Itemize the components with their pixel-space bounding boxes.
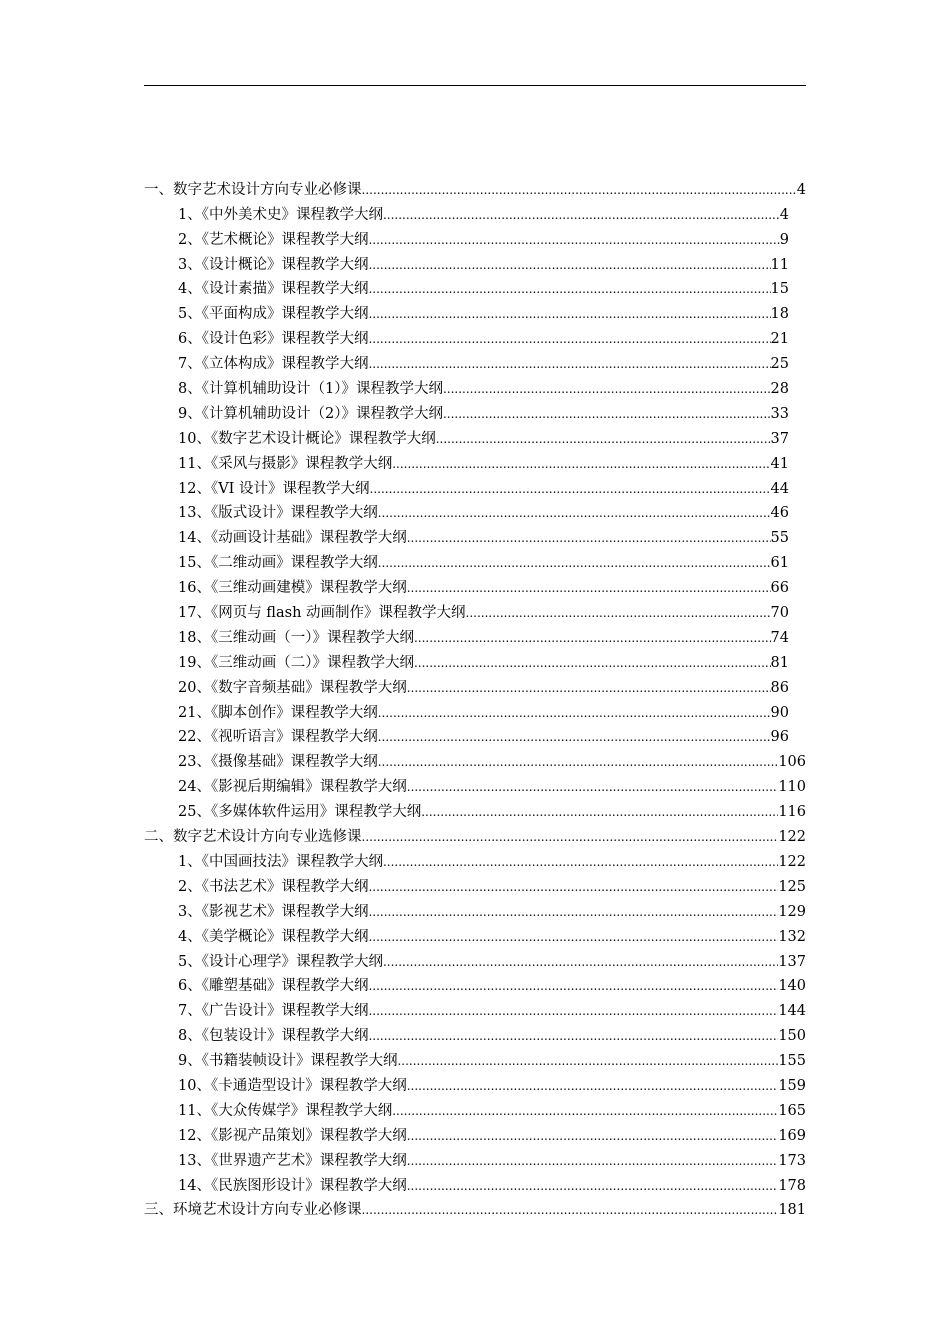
toc-page-number: 150 [778, 1028, 806, 1045]
toc-dot-leader [368, 928, 778, 946]
toc-section-entry[interactable] [144, 174, 806, 199]
header-rule [144, 85, 806, 86]
toc-section-entry[interactable] [144, 821, 806, 846]
toc-dot-leader [407, 1152, 779, 1170]
toc-page-number: 140 [778, 978, 806, 995]
toc-dot-leader [368, 305, 770, 323]
toc-page-number: 122 [778, 853, 806, 870]
toc-dot-leader [378, 504, 771, 522]
toc-dot-leader [368, 330, 770, 348]
toc-dot-leader [421, 803, 778, 821]
toc-entry[interactable] [144, 1020, 806, 1045]
toc-entry-title: 8、《计算机辅助设计（1）》课程教学大纲 [178, 381, 443, 398]
toc-dot-leader [414, 654, 771, 672]
toc-entry-title: 14、《民族图形设计》课程教学大纲 [178, 1177, 407, 1194]
toc-entry-title: 1、《中国画技法》课程教学大纲 [178, 853, 383, 870]
toc-dot-leader [368, 256, 770, 274]
toc-page-number: 66 [770, 580, 789, 597]
toc-entry[interactable] [144, 224, 806, 249]
toc-entry-title: 9、《书籍装帧设计》课程教学大纲 [178, 1053, 398, 1070]
toc-entry-title: 4、《设计素描》课程教学大纲 [178, 281, 369, 298]
toc-entry-title: 12、《影视产品策划》课程教学大纲 [178, 1127, 407, 1144]
toc-entry-title: 7、《广告设计》课程教学大纲 [178, 1003, 369, 1020]
toc-entry-title: 11、《大众传媒学》课程教学大纲 [178, 1102, 393, 1119]
toc-entry[interactable] [144, 746, 806, 771]
toc-dot-leader [383, 953, 778, 971]
toc-page-number: 81 [770, 654, 789, 671]
toc-page-number: 86 [770, 679, 789, 696]
toc-dot-leader [368, 977, 778, 995]
toc-page-number: 137 [778, 953, 806, 970]
toc-entry[interactable] [144, 199, 806, 224]
toc-entry[interactable] [144, 423, 806, 448]
toc-page-number: 116 [778, 804, 806, 821]
toc-page-number: 55 [770, 530, 789, 547]
toc-page-number: 173 [778, 1152, 806, 1169]
toc-page-number: 169 [778, 1127, 806, 1144]
toc-page-number: 110 [778, 779, 806, 796]
toc-dot-leader [378, 753, 779, 771]
toc-page-number: 129 [778, 903, 806, 920]
toc-entry-title: 3、《影视艺术》课程教学大纲 [178, 903, 369, 920]
toc-entry-title: 13、《世界遗产艺术》课程教学大纲 [178, 1152, 407, 1169]
toc-page-number: 41 [770, 455, 789, 472]
toc-dot-leader [362, 1201, 779, 1219]
toc-entry-title: 15、《二维动画》课程教学大纲 [178, 555, 378, 572]
toc-page-number: 96 [770, 729, 789, 746]
toc-page-number: 28 [770, 381, 789, 398]
toc-entry[interactable] [144, 921, 806, 946]
toc-page-number: 61 [770, 555, 789, 572]
toc-entry-title: 17、《网页与 flash 动画制作》课程教学大纲 [178, 605, 466, 622]
toc-entry-title: 4、《美学概论》课程教学大纲 [178, 928, 369, 945]
toc-entry-title: 22、《视听语言》课程教学大纲 [178, 729, 378, 746]
toc-entry-title: 21、《脚本创作》课程教学大纲 [178, 704, 378, 721]
toc-page-number: 46 [770, 505, 789, 522]
toc-dot-leader [397, 1052, 778, 1070]
toc-entry[interactable] [144, 995, 806, 1020]
toc-entry[interactable] [144, 946, 806, 971]
toc-entry[interactable] [144, 249, 806, 274]
toc-entry-title: 2、《书法艺术》课程教学大纲 [178, 878, 369, 895]
toc-page-number: 159 [778, 1077, 806, 1094]
toc-entry[interactable] [144, 622, 806, 647]
toc-entry-title: 3、《设计概论》课程教学大纲 [178, 256, 369, 273]
toc-dot-leader [368, 903, 778, 921]
toc-dot-leader [378, 704, 771, 722]
toc-dot-leader [407, 778, 779, 796]
toc-entry[interactable] [144, 274, 806, 299]
toc-page-number: 11 [770, 256, 789, 273]
toc-dot-leader [368, 280, 770, 298]
toc-entry[interactable] [144, 846, 806, 871]
toc-entry-title: 6、《设计色彩》课程教学大纲 [178, 331, 369, 348]
toc-dot-leader [392, 1102, 778, 1120]
toc-page-number: 165 [778, 1102, 806, 1119]
toc-dot-leader [368, 355, 770, 373]
toc-entry-title: 16、《三维动画建模》课程教学大纲 [178, 580, 407, 597]
toc-entry[interactable] [144, 1170, 806, 1195]
toc-dot-leader [368, 878, 778, 896]
toc-entry-title: 一、数字艺术设计方向专业必修课 [144, 181, 362, 198]
toc-page-number: 9 [779, 231, 789, 248]
toc-entry[interactable] [144, 647, 806, 672]
toc-dot-leader [368, 1002, 778, 1020]
toc-entry-title: 25、《多媒体软件运用》课程教学大纲 [178, 804, 422, 821]
toc-entry-title: 23、《摄像基础》课程教学大纲 [178, 754, 378, 771]
toc-page-number: 18 [770, 306, 789, 323]
toc-page-number: 15 [770, 281, 789, 298]
toc-entry[interactable] [144, 871, 806, 896]
toc-dot-leader [407, 1177, 779, 1195]
toc-page-number: 106 [778, 754, 806, 771]
toc-entry-title: 1、《中外美术史》课程教学大纲 [178, 206, 383, 223]
toc-entry[interactable] [144, 298, 806, 323]
toc-page-number: 4 [779, 206, 789, 223]
toc-entry-title: 19、《三维动画（二）》课程教学大纲 [178, 654, 414, 671]
toc-entry-title: 三、环境艺术设计方向专业必修课 [144, 1202, 362, 1219]
toc-dot-leader [368, 1027, 778, 1045]
toc-entry-title: 24、《影视后期编辑》课程教学大纲 [178, 779, 407, 796]
toc-entry-title: 二、数字艺术设计方向专业选修课 [144, 829, 362, 846]
toc-entry[interactable] [144, 597, 806, 622]
toc-entry[interactable] [144, 672, 806, 697]
toc-page-number: 181 [778, 1202, 806, 1219]
toc-page-number: 4 [796, 181, 806, 198]
toc-page-number: 25 [770, 356, 789, 373]
toc-dot-leader [443, 405, 771, 423]
toc-page-number: 178 [778, 1177, 806, 1194]
toc-dot-leader [407, 1077, 779, 1095]
toc-entry-title: 6、《雕塑基础》课程教学大纲 [178, 978, 369, 995]
toc-page-number: 144 [778, 1003, 806, 1020]
toc-page-number: 70 [770, 605, 789, 622]
toc-entry-title: 20、《数字音频基础》课程教学大纲 [178, 679, 407, 696]
toc-page-number: 44 [770, 480, 789, 497]
toc-entry[interactable] [144, 522, 806, 547]
toc-entry-title: 9、《计算机辅助设计（2）》课程教学大纲 [178, 405, 443, 422]
toc-dot-leader [407, 579, 771, 597]
toc-entry-title: 5、《设计心理学》课程教学大纲 [178, 953, 383, 970]
toc-entry[interactable] [144, 697, 806, 722]
toc-dot-leader [407, 679, 771, 697]
toc-dot-leader [383, 206, 780, 224]
toc-entry[interactable] [144, 398, 806, 423]
toc-page-number: 122 [778, 829, 806, 846]
toc-dot-leader [368, 231, 779, 249]
toc-dot-leader [362, 181, 797, 199]
toc-page-number: 33 [770, 405, 789, 422]
toc-entry[interactable] [144, 1045, 806, 1070]
toc-entry[interactable] [144, 547, 806, 572]
toc-entry-title: 10、《卡通造型设计》课程教学大纲 [178, 1077, 407, 1094]
toc-entry-title: 18、《三维动画（一）》课程教学大纲 [178, 629, 414, 646]
toc-dot-leader [378, 554, 771, 572]
toc-entry-title: 5、《平面构成》课程教学大纲 [178, 306, 369, 323]
toc-section-entry[interactable] [144, 1195, 806, 1220]
toc-entry-title: 10、《数字艺术设计概论》课程教学大纲 [178, 430, 436, 447]
toc-entry[interactable] [144, 1070, 806, 1095]
toc-entry-title: 7、《立体构成》课程教学大纲 [178, 356, 369, 373]
toc-dot-leader [362, 828, 779, 846]
toc-page-number: 132 [778, 928, 806, 945]
toc-dot-leader [378, 728, 771, 746]
toc-entry[interactable] [144, 473, 806, 498]
toc-entry[interactable] [144, 323, 806, 348]
toc-dot-leader [436, 430, 771, 448]
toc-dot-leader [466, 604, 771, 622]
toc-entry[interactable] [144, 448, 806, 473]
toc-entry[interactable] [144, 498, 806, 523]
toc-entry-title: 13、《版式设计》课程教学大纲 [178, 505, 378, 522]
toc-entry-title: 11、《采风与摄影》课程教学大纲 [178, 455, 393, 472]
toc-page-number: 21 [770, 331, 789, 348]
toc-entry[interactable] [144, 572, 806, 597]
toc-dot-leader [383, 853, 778, 871]
toc-page-number: 90 [770, 704, 789, 721]
toc-entry[interactable] [144, 373, 806, 398]
toc-page-number: 125 [778, 878, 806, 895]
toc-page-number: 74 [770, 629, 789, 646]
toc-entry[interactable] [144, 1145, 806, 1170]
toc-entry-title: 2、《艺术概论》课程教学大纲 [178, 231, 369, 248]
toc-dot-leader [443, 380, 771, 398]
toc-entry[interactable] [144, 1120, 806, 1145]
toc-entry-title: 8、《包装设计》课程教学大纲 [178, 1028, 369, 1045]
toc-page-number: 155 [778, 1053, 806, 1070]
toc-entry-title: 14、《动画设计基础》课程教学大纲 [178, 530, 407, 547]
toc-entry[interactable] [144, 971, 806, 996]
table-of-contents [144, 174, 806, 1219]
toc-entry[interactable] [144, 796, 806, 821]
toc-entry[interactable] [144, 771, 806, 796]
toc-dot-leader [407, 1127, 779, 1145]
toc-entry[interactable] [144, 348, 806, 373]
toc-dot-leader [370, 480, 771, 498]
toc-dot-leader [414, 629, 771, 647]
toc-entry[interactable] [144, 1095, 806, 1120]
toc-dot-leader [392, 455, 770, 473]
toc-dot-leader [407, 529, 771, 547]
toc-entry[interactable] [144, 896, 806, 921]
toc-entry[interactable] [144, 722, 806, 747]
toc-page-number: 37 [770, 430, 789, 447]
toc-entry-title: 12、《VI 设计》课程教学大纲 [178, 480, 370, 497]
